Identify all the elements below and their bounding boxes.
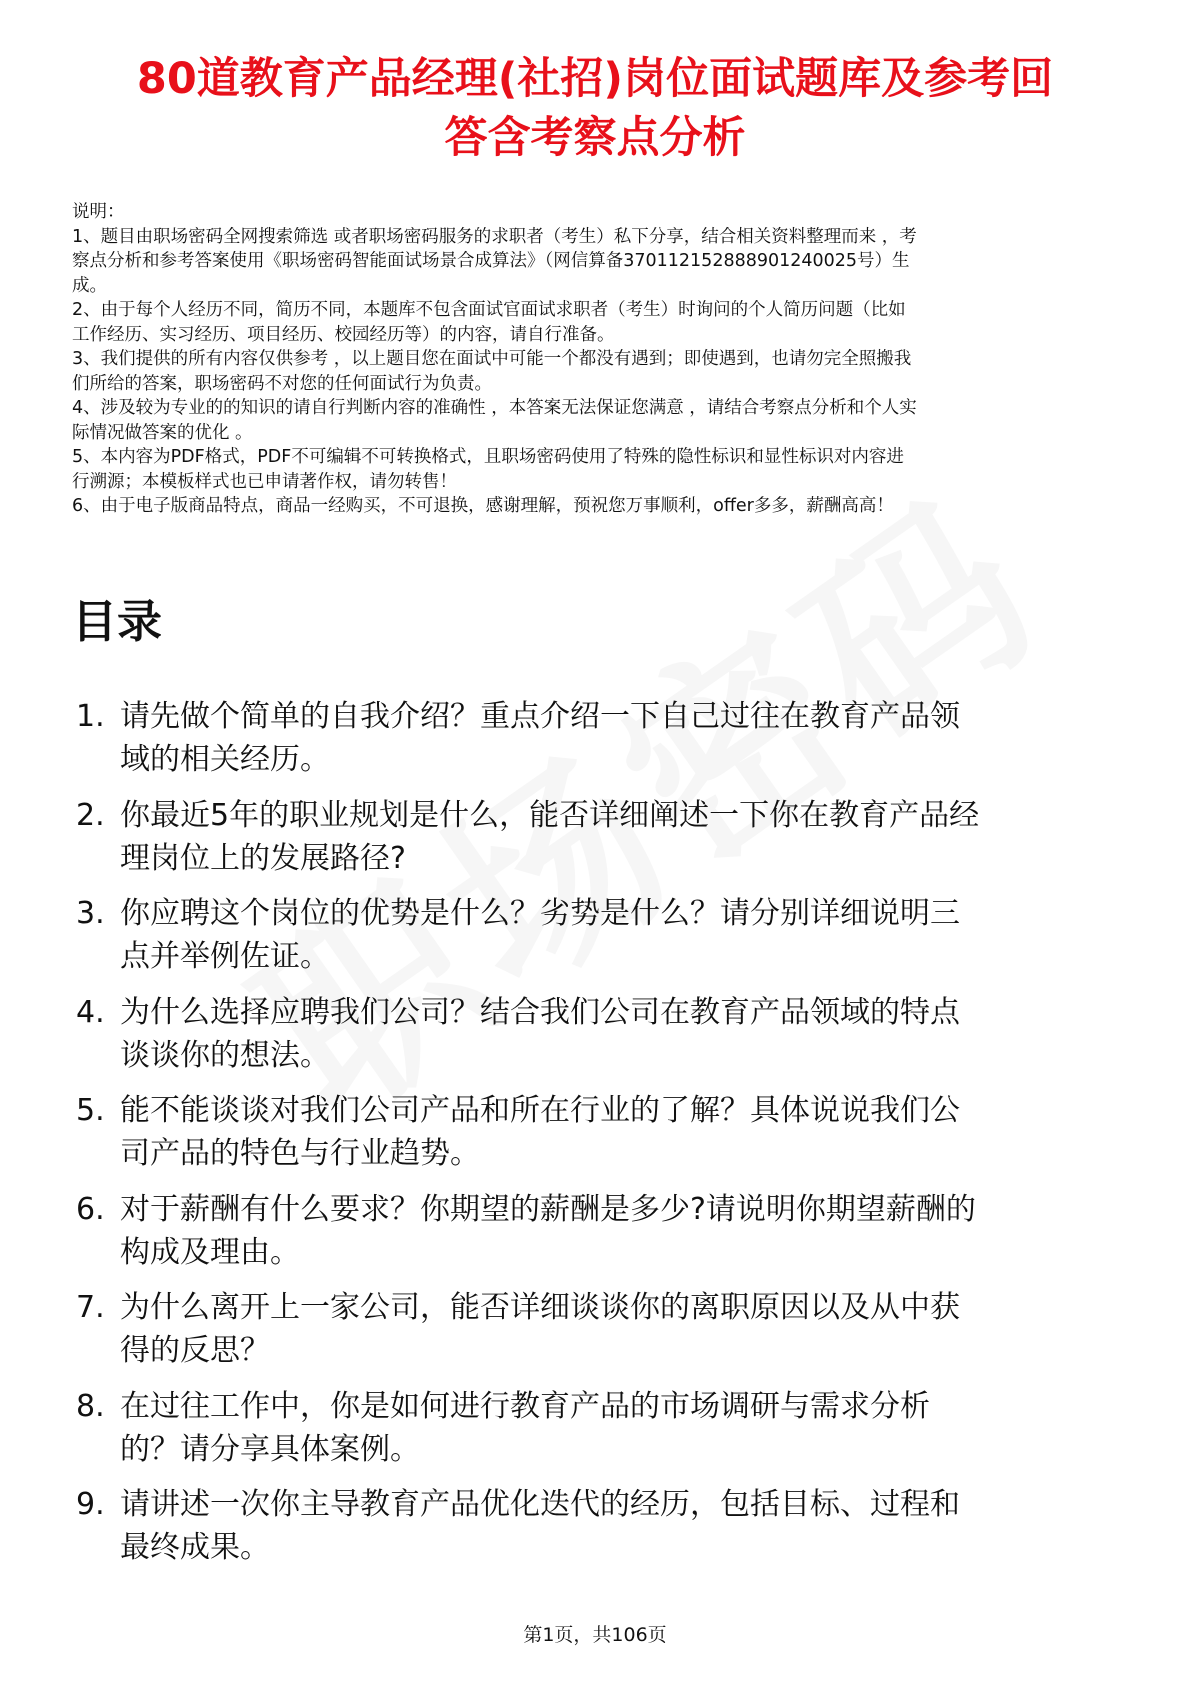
note-line: 2、由于每个人经历不同，简历不同，本题库不包含面试官面试求职者（考生）时询问的个人简历问题（比如 xyxy=(72,300,906,320)
note-line: 3、我们提供的所有内容仅供参考 ，以上题目您在面试中可能一个都没有遇到；即使遇到，也请勿完全照搬我 xyxy=(72,349,912,369)
note-line: 们所给的答案，职场密码不对您的任何面试行为负责。 xyxy=(72,373,492,394)
page-title xyxy=(60,50,1130,168)
toc-item-number: 1. xyxy=(76,699,105,734)
toc-item-number: 4. xyxy=(76,994,105,1030)
toc-item-text xyxy=(120,1286,1126,1372)
toc-item[interactable] xyxy=(76,892,1126,978)
note-line: 4、涉及较为专业的的知识的请自行判断内容的准确性 ，本答案无法保证您满意 ，请结合考察点分析和个人实 xyxy=(72,398,917,418)
toc-heading: 目录 xyxy=(72,595,163,648)
toc-item-line: 司产品的特色与行业趋势。 xyxy=(120,1136,480,1171)
toc-item-line: 为什么选择应聘我们公司？结合我们公司在教育产品领域的特点 xyxy=(120,994,960,1030)
toc-item[interactable] xyxy=(76,794,1126,880)
note-line: 行溯源；本模板样式也已申请著作权，请勿转售！ xyxy=(72,471,457,492)
toc-item-line: 谈谈你的想法。 xyxy=(120,1037,330,1073)
note-line: 成。 xyxy=(72,275,107,296)
toc-item-number: 5. xyxy=(76,1093,105,1128)
toc-item-line: 构成及理由。 xyxy=(120,1234,300,1270)
toc-item-text xyxy=(120,1188,1126,1274)
toc-item[interactable] xyxy=(76,695,1126,781)
toc-item-number: 6. xyxy=(76,1191,105,1227)
toc-item-line: 对于薪酬有什么要求？你期望的薪酬是多少?请说明你期望薪酬的 xyxy=(120,1191,976,1227)
title-line-1: 80道教育产品经理(社招)岗位面试题库及参考回 xyxy=(136,54,1054,104)
toc-item-number: 9. xyxy=(76,1487,105,1522)
note-line: 5、本内容为PDF格式，PDF不可编辑不可转换格式，且职场密码使用了特殊的隐性标识和显性标识对内容进 xyxy=(72,447,904,467)
toc-item-line: 的？请分享具体案例。 xyxy=(120,1431,420,1467)
toc-item-line: 你最近5年的职业规划是什么，能否详细阐述一下你在教育产品经 xyxy=(120,797,980,833)
toc-list xyxy=(76,695,1126,1582)
toc-item-line: 为什么离开上一家公司，能否详细谈谈你的离职原因以及从中获 xyxy=(120,1290,960,1325)
toc-item-text xyxy=(120,1483,1126,1569)
note-line: 6、由于电子版商品特点，商品一经购买，不可退换，感谢理解，预祝您万事顺利，offer多多，薪酬高高！ xyxy=(72,496,894,516)
toc-item-line: 请讲述一次你主导教育产品优化迭代的经历，包括目标、过程和 xyxy=(120,1487,960,1522)
title-line-2: 答含考察点分析 xyxy=(444,113,746,163)
toc-item-line: 你应聘这个岗位的优势是什么？劣势是什么？请分别详细说明三 xyxy=(120,896,960,931)
toc-item-text xyxy=(120,794,1126,880)
toc-item-line: 理岗位上的发展路径? xyxy=(120,840,406,876)
toc-item-number: 8. xyxy=(76,1388,105,1424)
toc-item[interactable] xyxy=(76,991,1126,1077)
toc-item[interactable] xyxy=(76,1286,1126,1372)
note-line: 说明： xyxy=(72,202,125,222)
note-line: 1、题目由职场密码全网搜索筛选 或者职场密码服务的求职者（考生）私下分享，结合相关资料整理而来 ，考 xyxy=(72,226,917,247)
note-line: 际情况做答案的优化 。 xyxy=(72,422,253,443)
toc-item-number: 7. xyxy=(76,1290,105,1325)
toc-item-text xyxy=(120,892,1126,978)
toc-item-line: 最终成果。 xyxy=(120,1530,270,1565)
toc-item[interactable] xyxy=(76,1483,1126,1569)
instructions-notes xyxy=(72,200,1112,519)
toc-item[interactable] xyxy=(76,1188,1126,1274)
page-footer: 第1页，共106页 xyxy=(523,1624,667,1646)
toc-item-text xyxy=(120,1385,1126,1471)
toc-item-line: 在过往工作中，你是如何进行教育产品的市场调研与需求分析 xyxy=(120,1388,930,1424)
toc-item-text xyxy=(120,991,1126,1077)
toc-item-text xyxy=(120,695,1126,781)
toc-item-line: 请先做个简单的自我介绍？重点介绍一下自己过往在教育产品领 xyxy=(120,699,960,734)
note-line: 工作经历、实习经历、项目经历、校园经历等）的内容，请自行准备。 xyxy=(72,324,615,345)
toc-item-line: 域的相关经历。 xyxy=(120,742,330,777)
toc-item-number: 2. xyxy=(76,797,105,833)
toc-item-text xyxy=(120,1089,1126,1175)
toc-item[interactable] xyxy=(76,1089,1126,1175)
toc-item[interactable] xyxy=(76,1385,1126,1471)
toc-item-line: 得的反思？ xyxy=(120,1333,270,1368)
toc-item-number: 3. xyxy=(76,896,105,931)
note-line: 察点分析和参考答案使用《职场密码智能面试场景合成算法》（网信算备370112152888901240025号）生 xyxy=(72,251,910,271)
toc-item-line: 能不能谈谈对我们公司产品和所在行业的了解？具体说说我们公 xyxy=(120,1093,960,1128)
toc-item-line: 点并举例佐证。 xyxy=(120,939,330,974)
